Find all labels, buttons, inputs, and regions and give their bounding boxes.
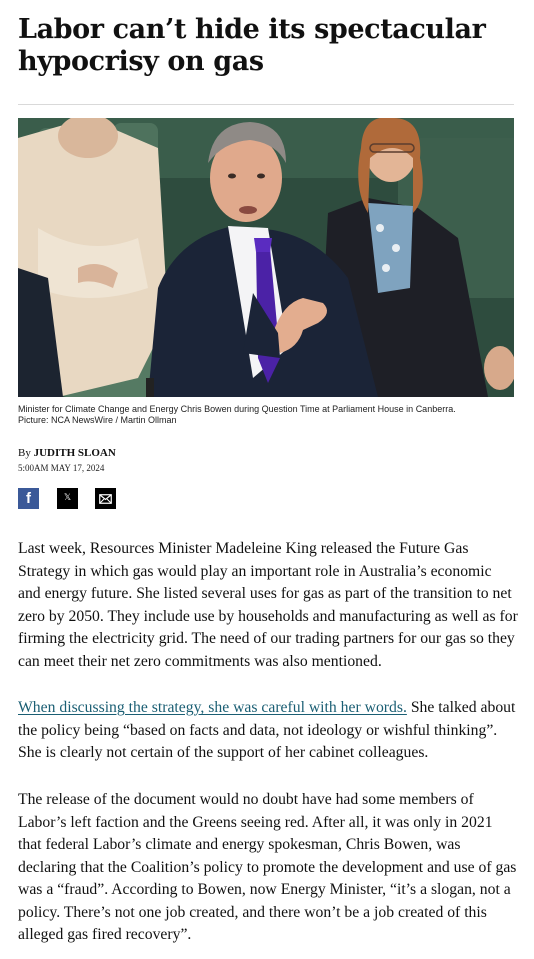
envelope-icon bbox=[99, 494, 112, 504]
facebook-icon: f bbox=[26, 490, 31, 507]
article-paragraph-1: Last week, Resources Minister Madeleine King released the Future Gas Strategy in which gas would play an important role in Australia’s economic and energy future. She listed several uses for gas as part of the transition to net zero by 2050. They include use by households and manufacturing as well as for firming the electricity grid. The need of our trading partners for our gas so they can meet their net zero commitments was also mentioned. bbox=[18, 540, 518, 670]
strategy-link[interactable]: When discussing the strategy, she was careful with her words. bbox=[18, 699, 407, 716]
x-icon: 𝕏 bbox=[63, 493, 72, 503]
caption-text: Minister for Climate Change and Energy Chris Bowen during Question Time at Parliament House in Canberra. bbox=[18, 404, 456, 414]
article-paragraph-2 bbox=[18, 697, 518, 765]
publish-date: 5:00AM MAY 17, 2024 bbox=[18, 463, 105, 473]
author-name[interactable]: JUDITH SLOAN bbox=[33, 447, 116, 459]
email-share-button[interactable] bbox=[95, 488, 116, 509]
article-paragraph-3: The release of the document would no doubt have had some members of Labor’s left faction and the Greens seeing red. After all, it was only in 2021 that federal Labor’s climate and energy spokesman, Chris Bowen, was declaring that the Coalition’s policy to promote the development and use of gas was a “fraud”. According to Bowen, now Energy Minister, “it’s a slogan, not a policy. There’s not one job created, and there won’t be a job created of this alleged gas fired recovery”. bbox=[18, 791, 517, 943]
caption-credit: Picture: NCA NewsWire / Martin Ollman bbox=[18, 415, 177, 425]
byline bbox=[18, 447, 116, 459]
x-share-button[interactable] bbox=[57, 488, 78, 509]
photo-caption bbox=[18, 404, 514, 426]
article-headline: Labor can’t hide its spectacular hypocrisy on gas bbox=[18, 14, 486, 77]
photo-illustration bbox=[18, 118, 514, 397]
divider bbox=[18, 104, 514, 105]
paragraph-2-text: She talked about the policy being “based on facts and data, not ideology or wishful thinking”. She is clearly not certain of the support of her cabinet colleagues. bbox=[18, 699, 516, 761]
byline-prefix: By bbox=[18, 447, 34, 459]
article-photo[interactable] bbox=[18, 118, 514, 397]
facebook-share-button[interactable] bbox=[18, 488, 39, 509]
